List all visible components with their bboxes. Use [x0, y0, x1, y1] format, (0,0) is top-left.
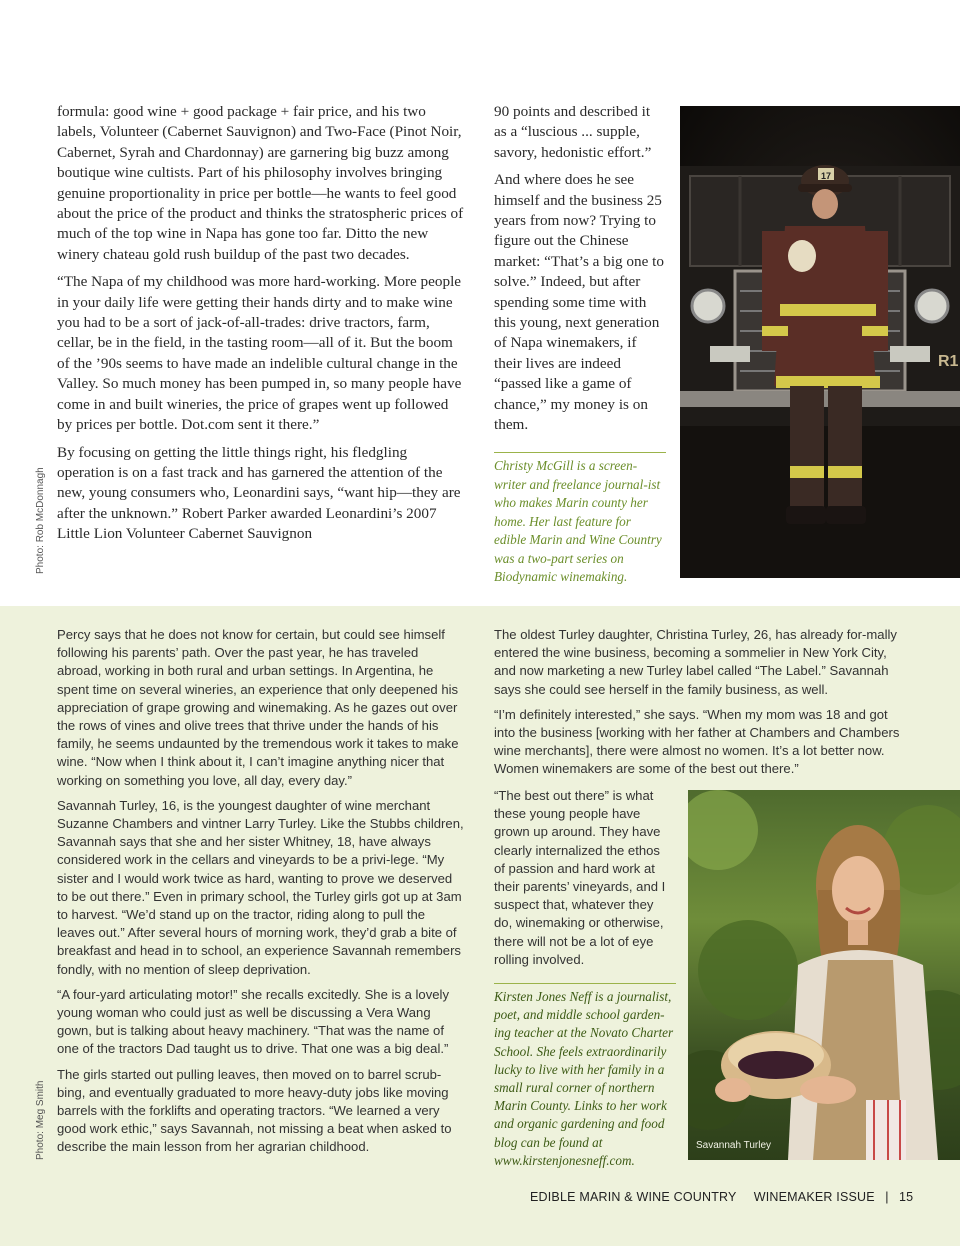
paragraph: Percy says that he does not know for certain, but could see himself following his parents’ path. Over the past year, he has traveled abroad, working in both rural and urban settings. In Argentina, he spent time on several wineries, an experience that only deepened his appreciation of grape growing and winemaking. As he gazes out over the rows of vines and olive trees that thrive under the hands of his family, he seems undaunted by the tremendous work it takes to make wine. “Now when I think about it, I can’t imagine anything nicer that working on something you love, all day, every day.”: [57, 627, 459, 788]
issue-name: WINEMAKER ISSUE: [753, 1190, 875, 1204]
helmet-number: 17: [820, 171, 832, 181]
firefighter-illustration: [680, 106, 960, 578]
photo-credit: Photo: Rob McDonnagh: [35, 467, 46, 574]
page-footer: [530, 1190, 913, 1204]
paragraph: “I’m definitely interested,” she says. “When my mom was 18 and got into the business [working with her father at Chambers and Chambers wine merchants], there were almost no women. It’s a lot better now. Women winemakers are some of the best out there.”: [494, 706, 900, 777]
svg-text:R1: R1: [938, 353, 959, 370]
paragraph: The oldest Turley daughter, Christina Turley, 26, has already for-mally entered the wine business, becoming a sommelier in New York City, and now marketing a new Turley label called “The Label.” Savannah says she could see herself in the family business, as well.: [494, 627, 897, 697]
savannah-illustration: [688, 790, 960, 1160]
article-column-right: [494, 102, 666, 443]
paragraph: “The Napa of my childhood was more hard-working. More people in your daily life were getting their hands dirty and to make wine you had to be a sort of jack-of-all-trades: drive tractors, farm, cellar, be in the field, in the tasting room—all of it. But the boom of the ’90s seems to have made an indelible cultural change in the Valley. So much money has been pumped in, so many people have come in and built wineries, the price of grapes went up followed by prices per bottle. Dot.com sent it there.”: [57, 273, 462, 434]
firefighter-photo: [680, 106, 960, 578]
photo-caption: Savannah Turley: [696, 1140, 772, 1151]
photo-credit: Photo: Meg Smith: [35, 1080, 46, 1160]
paragraph: Savannah Turley, 16, is the youngest daughter of wine merchant Suzanne Chambers and vintner Larry Turley. Like the Stubbs children, Savannah says that she and her sister Whitney, 18, have always considered work in the cellars and vineyards to be a privi-lege. “My sister and I would work twice as hard, wanting to prove we deserved to be out there.” Even in primary school, the Turley girls got up at 3am to harvest. “We’d stand up on the tractor, riding along to pull the leaves out.” After several hours of morning work, they’d grab a bite of breakfast and head in to school, an experience Savannah remembers fondly, with no mention of sleep deprivation.: [57, 797, 464, 977]
sidebar-column-right: [494, 626, 908, 786]
sidebar-column-left: [57, 626, 464, 1164]
magazine-name: EDIBLE MARIN & WINE COUNTRY: [530, 1190, 737, 1204]
footer-separator: |: [885, 1190, 889, 1204]
paragraph: formula: good wine + good package + fair price, and his two labels, Volunteer (Cabernet Sauvignon) and Two-Face (Pinot Noir, Cabernet, Syrah and Chardonnay) are garnering big buzz among boutique wine cultists. Part of his philosophy involves bringing genuine proportionality in price per bottle—he wants to feel good about the price of the product and thinks the stratospheric prices of much of the top wine in Napa has gone too far. Ditto the new winery chateau gold rush buildup of the past two decades.: [57, 103, 464, 263]
savannah-turley-photo: [688, 790, 960, 1160]
paragraph: By focusing on getting the little things right, his fledgling operation is on a fast track and has garnered the attention of the new, young consumers who, Leonardini says, “want hip—they are after the unknown.” Robert Parker awarded Leonardini’s 2007 Little Lion Volunteer Cabernet Sauvignon: [57, 443, 461, 543]
author-bio: Christy McGill is a screen-writer and freelance journal-ist who makes Marin county her home. Her last feature for edible Marin and Wine Country was a two-part series on Biodynamic winemaking.: [494, 452, 666, 587]
page-number: 15: [899, 1190, 914, 1204]
sidebar-narrow-paragraph: “The best out there” is what these young people have grown up around. They have clearly internalized the ethos of passion and hard work at their parents’ vineyards, and I suspect that, whatever they do, winemaking or otherwise, there will not be a lot of eye rolling involved.: [494, 788, 666, 967]
paragraph: The girls started out pulling leaves, then moved on to barrel scrub-bing, and eventually graduated to more heavy-duty jobs like moving barrels with the forklifts and operating tractors. “We learned a very good work ethic,” says Savannah, not missing a beat when asked to describe the main lesson from her agrarian childhood.: [57, 1066, 452, 1155]
paragraph: 90 points and described it as a “luscious ... supple, savory, hedonistic effort.”: [494, 103, 652, 161]
paragraph: “A four-yard articulating motor!” she recalls excitedly. She is a lovely young woman who could just as well be discussing a Vera Wang gown, but is talking about heavy machinery. “That was the name of one of the tractors Dad taught us to drive. That one was a big deal.”: [57, 986, 449, 1057]
author-bio: Kirsten Jones Neff is a journalist, poet, and middle school garden-ing teacher at the Novato Charter School. She feels extraordinarily lucky to live with her family in a small rural corner of northern Marin County. Links to her work and organic gardening and food blog can be found at www.kirstenjonesneff.com.: [494, 983, 676, 1170]
paragraph: And where does he see himself and the business 25 years from now? Trying to figure out the Chinese market: “That’s a big one to solve.” Indeed, but after spending some time with this young, next generation of Napa winemakers, if their lives are indeed “passed like a game of chance,” my money is on them.: [494, 171, 664, 434]
article-column-left: [57, 102, 464, 552]
